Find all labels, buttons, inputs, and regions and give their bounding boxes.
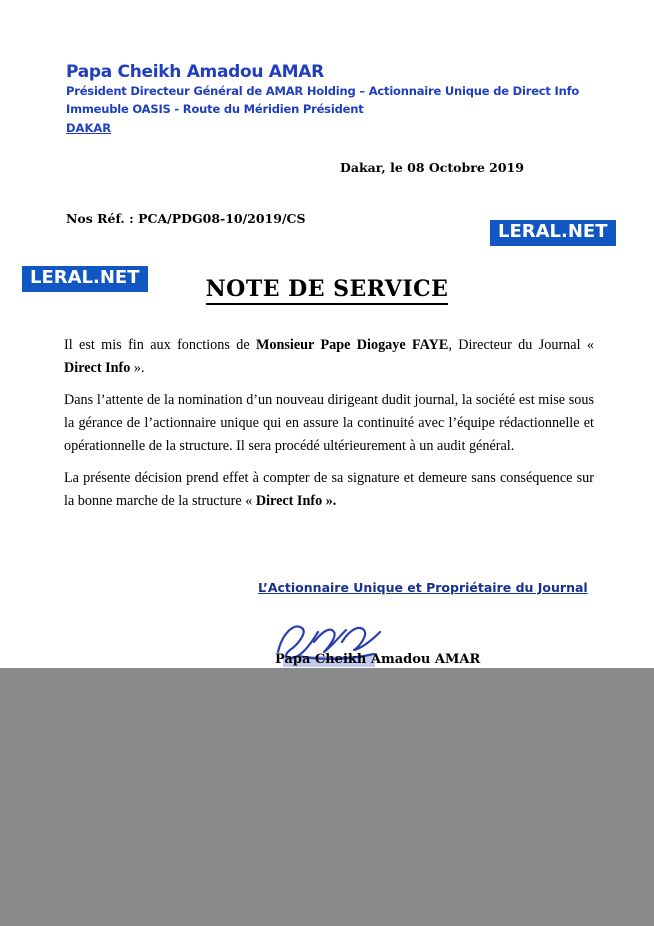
document-title-text: NOTE DE SERVICE <box>206 276 449 305</box>
body-text-run: Il est mis fin aux fonctions de <box>64 337 257 353</box>
watermark-leral-right: LERAL.NET <box>490 220 616 246</box>
paragraph-2 <box>64 389 594 458</box>
body-text-run: , Directeur du Journal « <box>448 337 594 353</box>
letterhead-address: Immeuble OASIS - Route du Méridien Président <box>66 101 364 116</box>
paragraph-3 <box>64 467 594 513</box>
body-text-run: La présente décision prend effet à compter de sa signature et demeure sans conséquence sur la bonne marche de la structure « <box>64 470 594 509</box>
signature-name: Papa Cheikh Amadou AMAR <box>275 652 481 667</box>
letterhead-city: DAKAR <box>66 120 112 135</box>
reference-line: Nos Réf. : PCA/PDG08-10/2019/CS <box>66 211 306 226</box>
emphasis-text: Direct Info ». <box>255 493 337 509</box>
document-body <box>64 334 594 522</box>
letterhead-name: Papa Cheikh Amadou AMAR <box>66 62 324 82</box>
body-text-run: ». <box>130 360 145 376</box>
emphasis-text: Monsieur Pape Diogaye FAYE <box>256 337 449 353</box>
watermark-leral-left: LERAL.NET <box>22 266 148 292</box>
paragraph-1 <box>64 334 594 380</box>
letterhead-role: Président Directeur Général de AMAR Holding – Actionnaire Unique de Direct Info <box>66 84 580 99</box>
body-text-run: Dans l’attente de la nomination d’un nouveau dirigeant dudit journal, la société est mise sous la gérance de l’actionnaire unique qui en assure la continuité avec l’équipe rédactionnelle et opérationnelle de la structure. Il sera procédé ultérieurement à un audit général. <box>64 392 594 454</box>
date-line: Dakar, le 08 Octobre 2019 <box>340 160 524 175</box>
letterhead <box>66 62 596 137</box>
emphasis-text: Direct Info <box>64 360 131 376</box>
signature-title: L’Actionnaire Unique et Propriétaire du Journal <box>258 580 588 595</box>
document-title <box>0 276 654 302</box>
